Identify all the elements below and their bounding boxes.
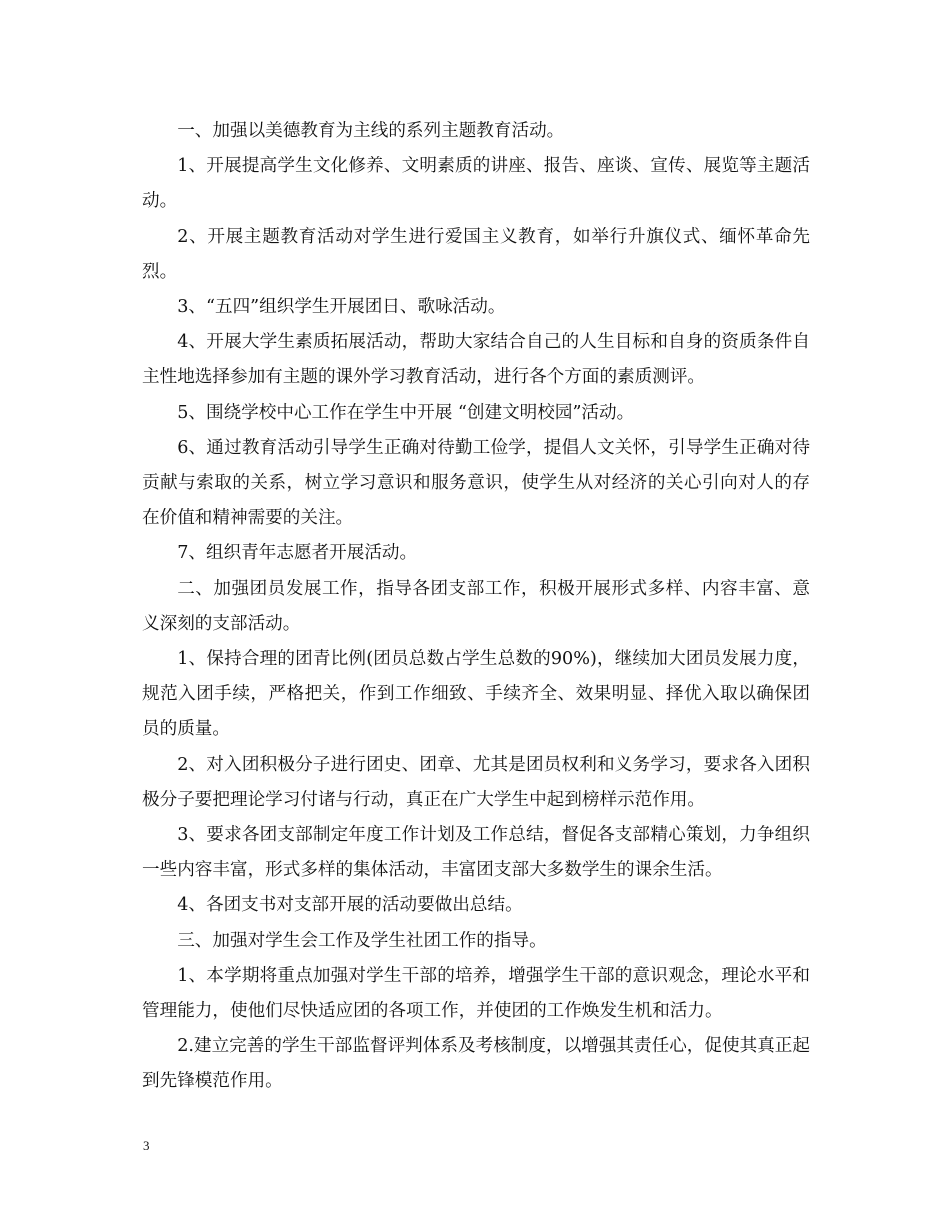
paragraph: 3、“五四”组织学生开展团日、歌咏活动。 [177,297,506,318]
heading-section-3: 三、加强对学生会工作及学生社团工作的指导。 [177,930,547,951]
paragraph: 7、组织青年志愿者开展活动。 [177,543,418,564]
paragraph: 1、保持合理的团青比例(团员总数占学生总数的90%)，继续加大团员发展力度，规范入团手续，严格把关，作到工作细致、手续齐全、效果明显、择优入取以确保团员的质量。 [142,649,810,740]
paragraph: 2、对入团积极分子进行团史、团章、尤其是团员权利和义务学习，要求各入团积极分子要把理论学习付诸与行动，真正在广大学生中起到榜样示范作用。 [142,754,810,810]
paragraph: 1、开展提高学生文化修养、文明素质的讲座、报告、座谈、宣传、展览等主题活动。 [142,156,810,212]
page-number: 3 [143,1138,150,1153]
document-body [142,114,810,1100]
paragraph: 6、通过教育活动引导学生正确对待勤工俭学，提倡人文关怀，引导学生正确对待贡献与索取的关系，树立学习意识和服务意识，使学生从对经济的关心引向对人的存在价值和精神需要的关注。 [142,437,810,529]
paragraph: 5、围绕学校中心工作在学生中开展 “创建文明校园”活动。 [177,402,635,423]
heading-section-2: 二、加强团员发展工作，指导各团支部工作，积极开展形式多样、内容丰富、意义深刻的支部活动。 [142,578,810,634]
paragraph: 2、开展主题教育活动对学生进行爱国主义教育，如举行升旗仪式、缅怀革命先烈。 [142,226,810,282]
paragraph: 3、要求各团支部制定年度工作计划及工作总结，督促各支部精心策划，力争组织一些内容丰富，形式多样的集体活动，丰富团支部大多数学生的课余生活。 [142,825,810,881]
paragraph: 2.建立完善的学生干部监督评判体系及考核制度，以增强其责任心，促使其真正起到先锋模范作用。 [142,1036,810,1092]
paragraph: 4、各团支书对支部开展的活动要做出总结。 [177,895,523,916]
paragraph: 4、开展大学生素质拓展活动，帮助大家结合自己的人生目标和自身的资质条件自主性地选择参加有主题的课外学习教育活动，进行各个方面的素质测评。 [142,332,810,388]
heading-section-1: 一、加强以美德教育为主线的系列主题教育活动。 [177,121,565,141]
paragraph: 1、本学期将重点加强对学生干部的培养，增强学生干部的意识观念，理论水平和管理能力，使他们尽快适应团的各项工作，并使团的工作焕发生机和活力。 [142,965,810,1022]
